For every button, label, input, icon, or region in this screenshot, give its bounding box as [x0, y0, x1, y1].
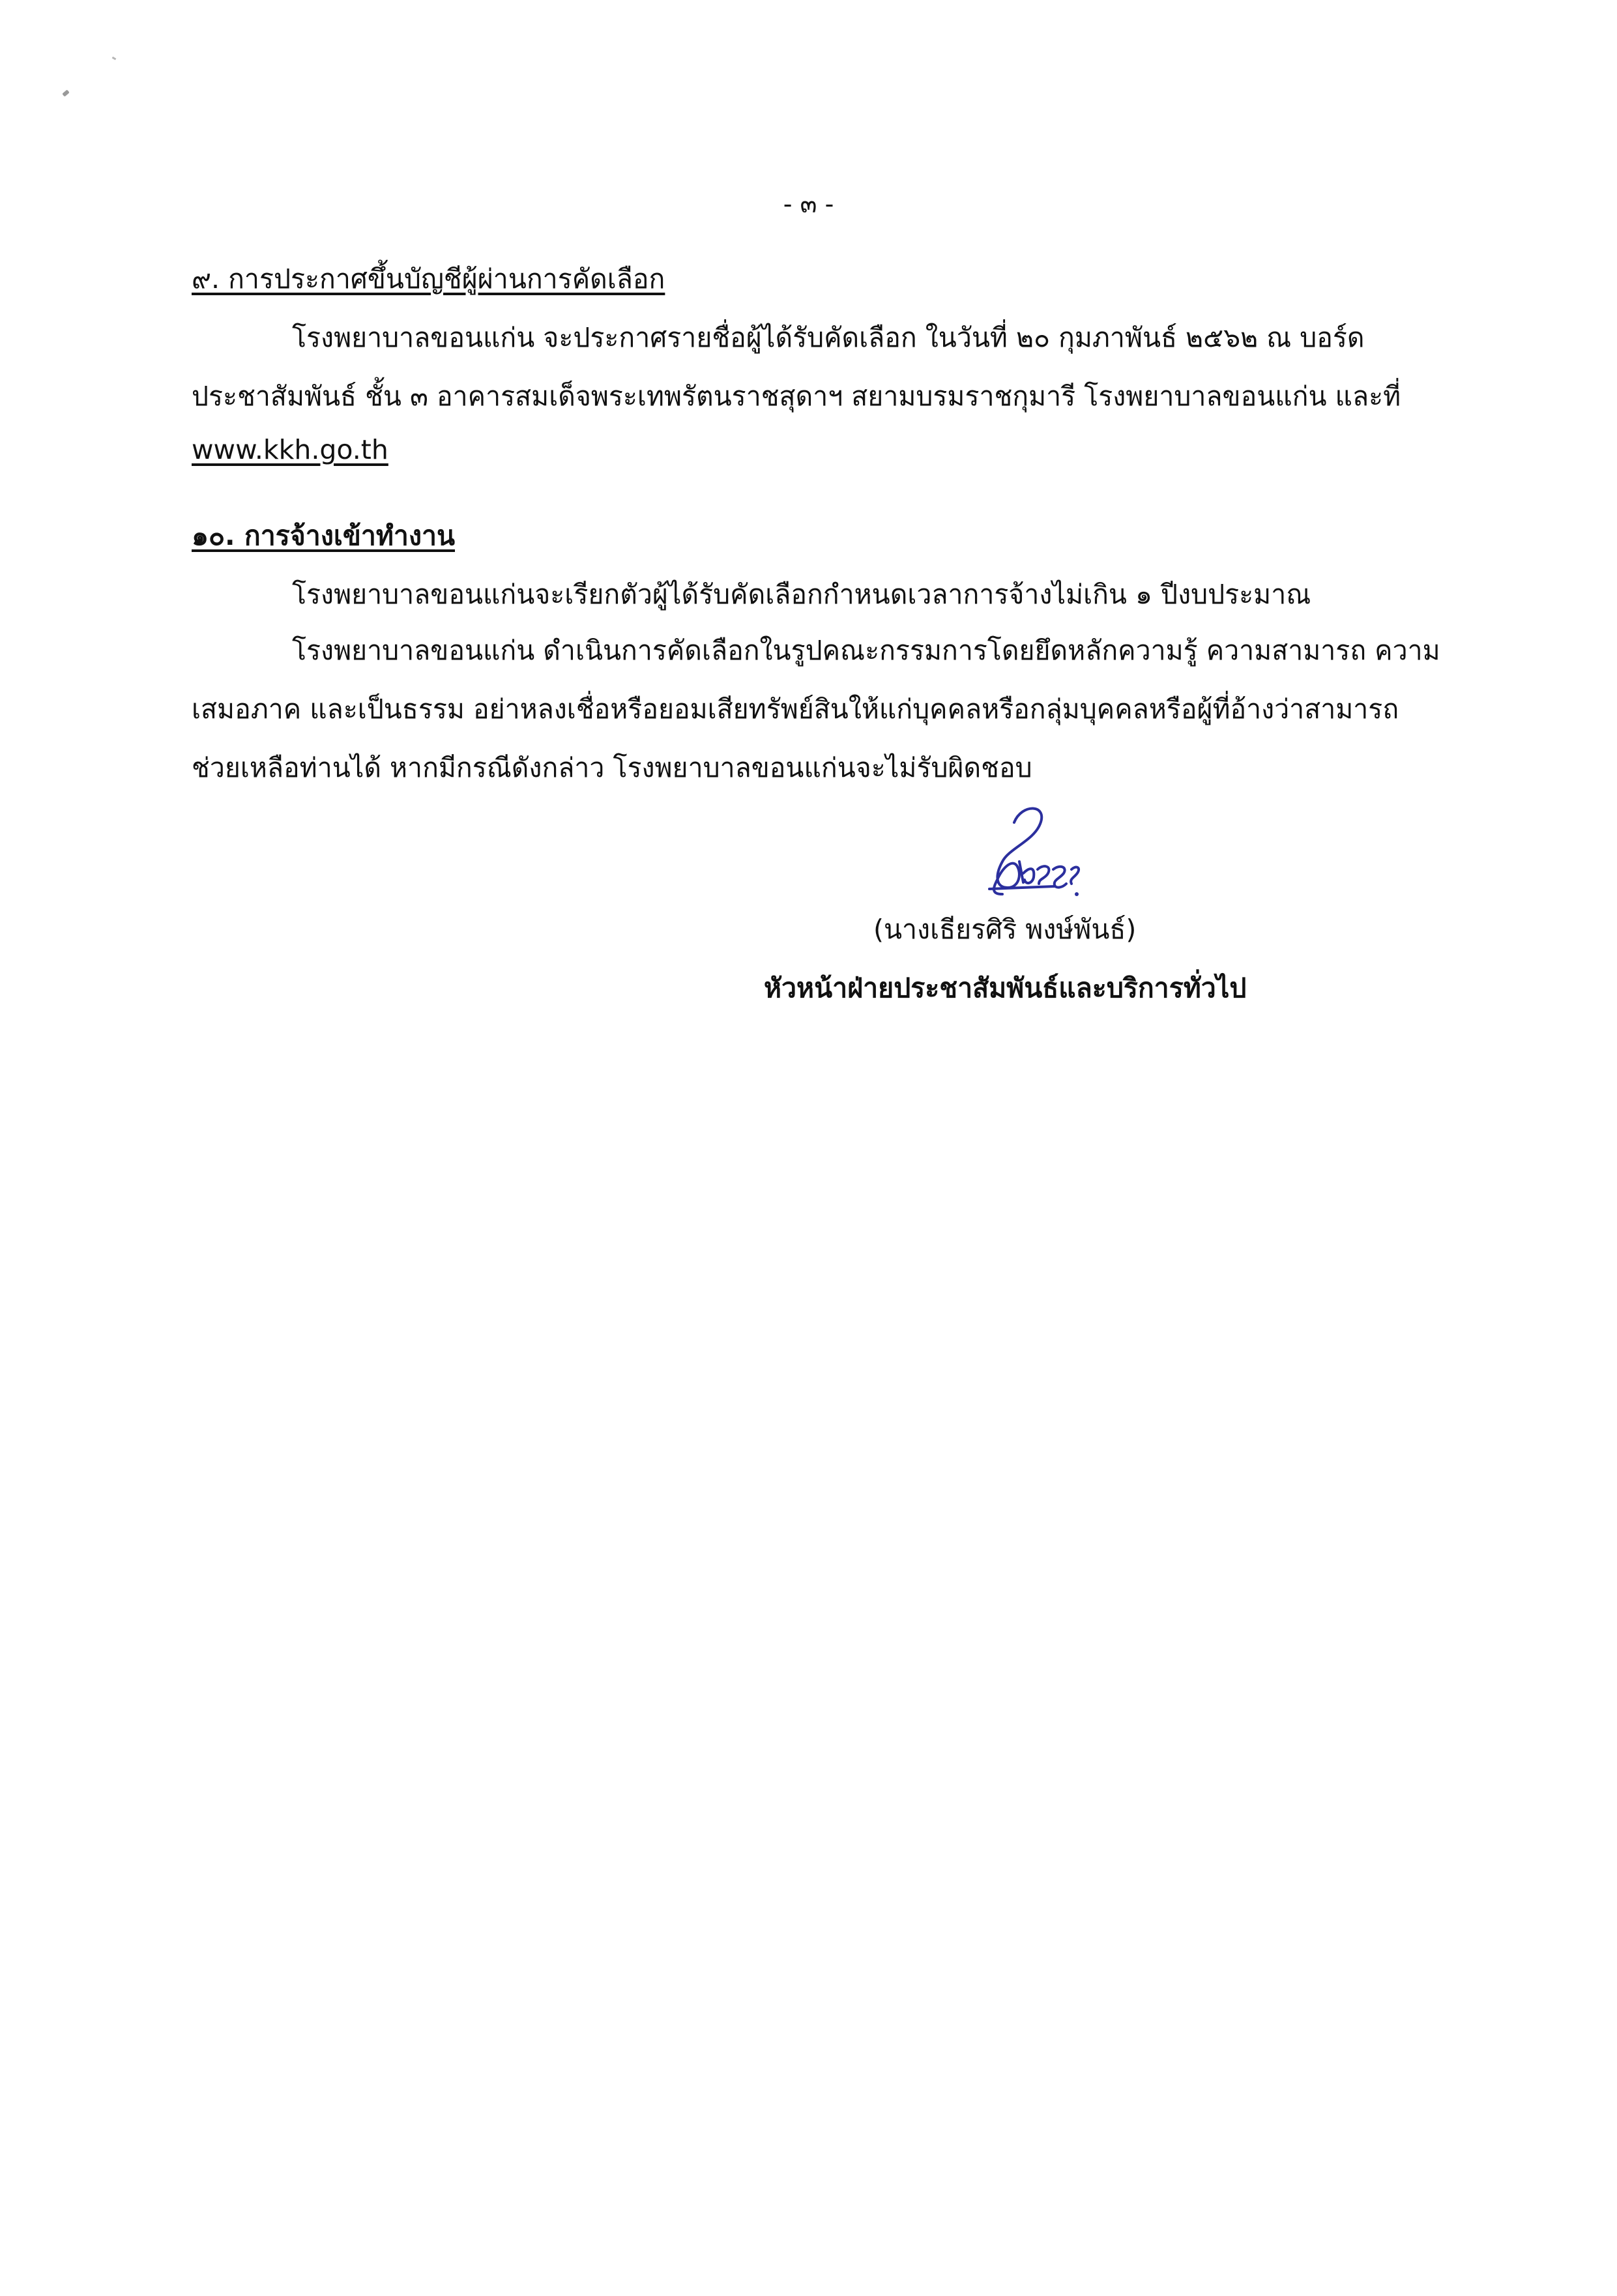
signatory-name: (นางเธียรศิริ พงษ์พันธ์) [873, 914, 1137, 945]
section-10-paragraph-2-line-3: ช่วยเหลือท่านได้ หากมีกรณีดังกล่าว โรงพยาบาลขอนแก่นจะไม่รับผิดชอบ [192, 752, 1032, 783]
section-10-paragraph-1: โรงพยาบาลขอนแก่นจะเรียกตัวผู้ได้รับคัดเลือกกำหนดเวลาการจ้างไม่เกิน ๑ ปีงบประมาณ [292, 579, 1311, 610]
scan-speck [112, 57, 117, 61]
section-9-line-1: โรงพยาบาลขอนแก่น จะประกาศรายชื่อผู้ได้รับคัดเลือก ในวันที่ ๒๐ กุมภาพันธ์ ๒๕๖๒ ณ บอร์ด [292, 322, 1365, 353]
website-link[interactable]: www.kkh.go.th [192, 434, 388, 465]
page-number: - ๓ - [783, 190, 834, 218]
handwritten-signature [957, 796, 1087, 907]
section-10-paragraph-2-line-2: เสมอภาค และเป็นธรรม อย่าหลงเชื่อหรือยอมเสียทรัพย์สินให้แก่บุคคลหรือกลุ่มบุคคลหรือผู้ที่อ้างว่าสามารถ [192, 693, 1399, 725]
section-10-heading: ๑๐. การจ้างเข้าทำงาน [192, 520, 456, 551]
section-10-paragraph-2-line-1: โรงพยาบาลขอนแก่น ดำเนินการคัดเลือกในรูปคณะกรรมการโดยยึดหลักความรู้ ความสามารถ ความ [292, 635, 1440, 666]
section-9-line-2: ประชาสัมพันธ์ ชั้น ๓ อาคารสมเด็จพระเทพรัตนราชสุดาฯ สยามบรมราชกุมารี โรงพยาบาลขอนแก่น และที่ [192, 381, 1401, 412]
signatory-title: หัวหน้าฝ่ายประชาสัมพันธ์และบริการทั่วไป [764, 972, 1247, 1004]
scan-speck [62, 89, 70, 96]
section-9-heading: ๙. การประกาศขึ้นบัญชีผู้ผ่านการคัดเลือก [192, 263, 665, 295]
